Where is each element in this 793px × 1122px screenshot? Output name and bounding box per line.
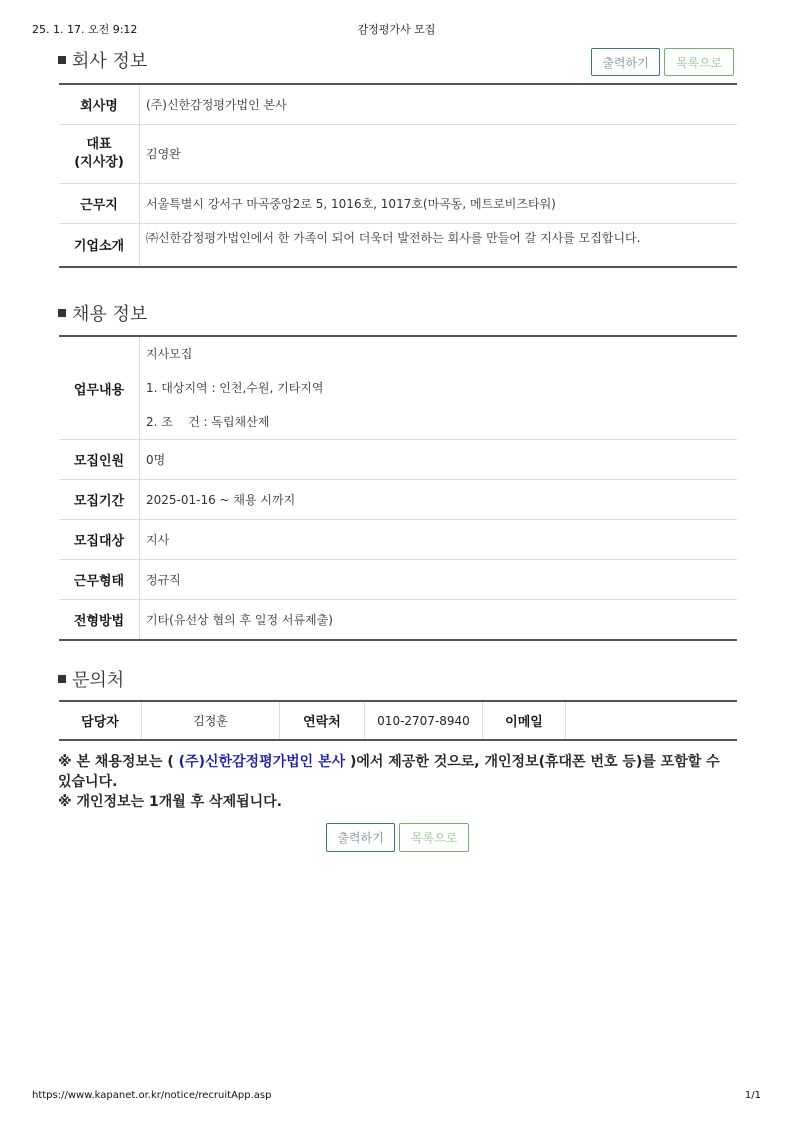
list-button-top[interactable]: 목록으로 (664, 48, 734, 76)
phone-label: 연락처 (280, 701, 365, 740)
print-url: https://www.kapanet.or.kr/notice/recruitApp.asp (32, 1090, 272, 1101)
company-row (59, 223, 737, 267)
target-value: 지사 (140, 520, 738, 560)
ceo-label: 대표 (지사장) (59, 124, 140, 183)
headcount-label: 모집인원 (59, 440, 140, 480)
company-name-value: (주)신한감정평가법인 본사 (140, 84, 738, 124)
employment-type-value: 정규직 (140, 560, 738, 600)
company-name-label: 회사명 (59, 84, 140, 124)
recruit-info-table (59, 335, 737, 641)
privacy-notice-line1 (58, 752, 738, 792)
recruit-row (59, 600, 737, 640)
notice-prefix: ※ 본 채용정보는 ( (58, 754, 179, 770)
section-bullet-icon (58, 675, 66, 683)
duty-line: 2. 조 건 : 독립채산제 (146, 415, 270, 429)
print-page-title: 감정평가사 모집 (357, 23, 436, 36)
headcount-value: 0명 (140, 440, 738, 480)
ceo-value: 김영완 (140, 124, 738, 183)
period-value: 2025-01-16 ~ 채용 시까지 (140, 480, 738, 520)
print-button-top[interactable]: 출력하기 (591, 48, 660, 76)
section-bullet-icon (58, 56, 66, 64)
company-row (59, 183, 737, 223)
print-page-number: 1/1 (744, 1090, 761, 1101)
phone-value: 010-2707-8940 (365, 701, 483, 740)
recruit-row (59, 520, 737, 560)
recruit-row (59, 440, 737, 480)
company-info-table (59, 83, 737, 268)
email-value (566, 701, 738, 740)
notice-suffix: )에서 제공한 것으로, 개인정보(휴대폰 번호 등)를 포함할 수 있습니다. (58, 754, 720, 790)
target-label: 모집대상 (59, 520, 140, 560)
company-row (59, 84, 737, 124)
intro-label: 기업소개 (59, 223, 140, 267)
contact-row (59, 701, 737, 740)
privacy-notice (58, 752, 738, 812)
duty-value (140, 336, 738, 440)
contact-table (59, 700, 737, 741)
list-button-bottom[interactable]: 목록으로 (399, 823, 469, 852)
print-button-bottom[interactable]: 출력하기 (326, 823, 395, 852)
section-bullet-icon (58, 309, 66, 317)
recruit-section-title (58, 300, 147, 326)
period-label: 모집기간 (59, 480, 140, 520)
selection-method-value: 기타(유선상 협의 후 일정 서류제출) (146, 612, 333, 627)
recruit-row (59, 480, 737, 520)
recruit-title-text: 채용 정보 (72, 304, 148, 325)
contact-section-title (58, 666, 124, 692)
duty-label: 업무내용 (59, 336, 140, 440)
notice-company-link: (주)신한감정평가법인 본사 (178, 754, 346, 770)
duty-line: 1. 대상지역 : 인천,수원, 기타지역 (146, 381, 324, 395)
print-datetime: 25. 1. 17. 오전 9:12 (32, 23, 138, 36)
privacy-notice-line2: ※ 개인정보는 1개월 후 삭제됩니다. (58, 794, 282, 810)
recruit-row (59, 560, 737, 600)
duty-line: 지사모집 (146, 347, 193, 361)
company-section-title (58, 47, 147, 73)
company-title-text: 회사 정보 (72, 51, 148, 72)
manager-label: 담당자 (59, 701, 142, 740)
contact-title-text: 문의처 (72, 670, 125, 691)
selection-method-label: 전형방법 (59, 600, 140, 640)
workplace-value: 서울특별시 강서구 마곡중앙2로 5, 1016호, 1017호(마곡동, 메트로비즈타워) (140, 183, 738, 223)
intro-value: ㈜신한감정평가법인에서 한 가족이 되어 더욱더 발전하는 회사를 만들어 갈 지사를 모집합니다. (146, 230, 641, 245)
company-row (59, 124, 737, 183)
recruit-row (59, 336, 737, 440)
workplace-label: 근무지 (59, 183, 140, 223)
manager-value: 김정훈 (142, 701, 280, 740)
employment-type-label: 근무형태 (59, 560, 140, 600)
email-label: 이메일 (483, 701, 566, 740)
